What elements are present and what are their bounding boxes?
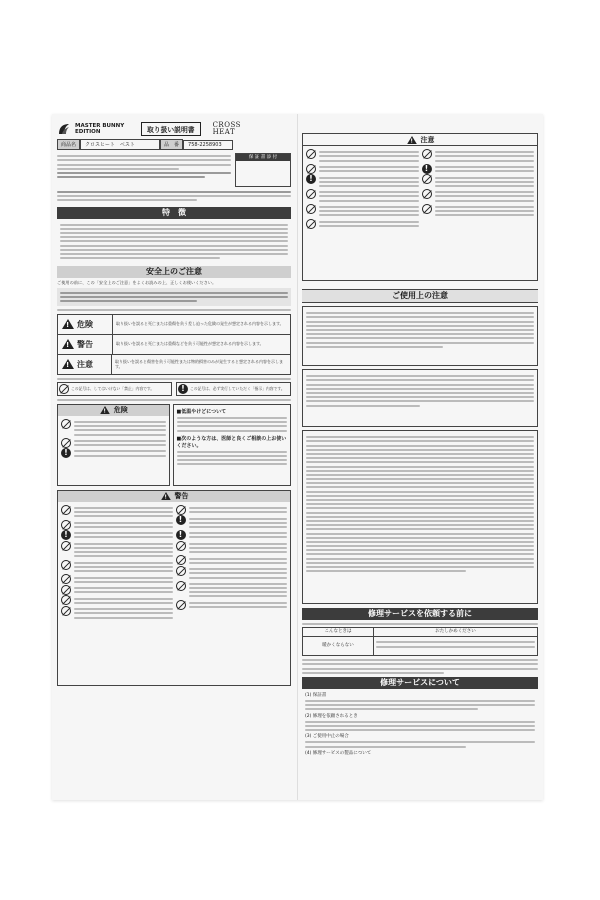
product-number: 758-2258903 (183, 140, 233, 150)
prohibit-icon (306, 219, 316, 229)
usage-box-3 (302, 430, 538, 604)
repair-table-row-label: 暖かくならない (303, 637, 374, 655)
usage-heading: ご使用上の注意 (302, 289, 538, 303)
features-heading: 特 徴 (57, 207, 291, 219)
repair-table (302, 627, 538, 656)
mandatory-legend-text: この記号は、必ず実行していただく「指示」内容です。 (190, 386, 285, 392)
left-column (57, 114, 291, 800)
repair-table-col2: おたしかめください (435, 629, 476, 635)
prohibit-icon (61, 560, 71, 570)
level-warning-text: 取り扱いを誤ると死亡または重傷などを負う可能性が想定される内容を示します。 (116, 341, 264, 347)
mandatory-icon: ! (61, 530, 71, 540)
prohibit-icon (422, 204, 432, 214)
features-list (57, 219, 291, 263)
mandatory-icon: ! (176, 515, 186, 525)
warning-heading: 警告 (174, 492, 189, 501)
level-danger-label: 危険 (77, 319, 93, 329)
warranty-box (235, 153, 291, 187)
prohibit-icon (61, 419, 71, 429)
prohibit-icon (61, 438, 71, 448)
brand-logo-text: MASTER BUNNY EDITION (75, 122, 125, 135)
prohibit-icon (61, 520, 71, 530)
level-danger (58, 315, 290, 335)
level-warning-label: 警告 (77, 339, 93, 349)
level-caution-label: 注意 (77, 359, 93, 369)
prohibit-icon (61, 505, 71, 515)
mandatory-icon: ! (61, 448, 71, 458)
mandatory-icon: ! (422, 164, 432, 174)
warning-triangle-icon: ! (161, 492, 171, 500)
prohibit-icon (306, 189, 316, 199)
product-info (57, 139, 291, 150)
repair-item-4: (4) 修理サービスの製品について (305, 750, 372, 756)
prohibit-icon (176, 555, 186, 565)
number-label: 品 番 (160, 139, 183, 150)
danger-box (57, 404, 170, 486)
caution-box (302, 133, 538, 281)
product-name: クロスヒート ベスト (80, 139, 160, 150)
prohibit-icon (61, 541, 71, 551)
prohibit-icon (176, 566, 186, 576)
prohibit-icon (59, 384, 69, 394)
warning-triangle-icon: ! (62, 319, 74, 329)
prohibit-icon (61, 606, 71, 616)
manual-title: 取り扱い説明書 (141, 122, 201, 136)
prohibit-icon (422, 149, 432, 159)
product-label: 商品名 (57, 139, 80, 150)
prohibit-icon (176, 600, 186, 610)
warning-triangle-icon: ! (62, 359, 74, 369)
consult-doctor-title: ■次のような方は、医師と良くご相談の上お使いください。 (176, 435, 287, 449)
mandatory-icon: ! (306, 174, 316, 184)
prohibit-icon (176, 541, 186, 551)
prohibit-legend-text: この記号は、してはいけない「禁止」内容です。 (71, 386, 155, 392)
mandatory-icon: ! (178, 384, 188, 394)
prohibit-icon (422, 174, 432, 184)
level-caution-text: 取り扱いを誤ると傷害を負う可能性または物的損害のみが発生すると想定される内容を示します。 (114, 358, 283, 370)
prohibit-icon (176, 505, 186, 515)
usage-box-1 (302, 306, 538, 366)
repair-service-heading: 修理サービスについて (302, 677, 538, 689)
hazard-level-table (57, 314, 291, 375)
symbol-legend (57, 382, 291, 396)
prohibit-icon (306, 204, 316, 214)
prohibit-icon (176, 581, 186, 591)
level-caution (58, 355, 290, 374)
prohibit-icon (306, 164, 316, 174)
prohibit-icon (61, 585, 71, 595)
repair-request-heading: 修理サービスを依頼する前に (302, 608, 538, 620)
instruction-sheet (52, 114, 543, 800)
burn-info-title: ■低温やけどについて (176, 408, 227, 415)
manual-header (57, 122, 291, 136)
prohibit-icon (422, 189, 432, 199)
warranty-label: 保 証 書 添 付 (236, 154, 290, 161)
cross-heat-logo: CROSS HEAT (212, 121, 241, 136)
prohibit-icon (61, 595, 71, 605)
repair-item-1: (1) 保証書 (305, 692, 327, 698)
brand-logo-icon (57, 122, 71, 136)
danger-heading: 危険 (113, 406, 128, 415)
repair-table-col1: こんなときは (303, 628, 374, 636)
mandatory-icon: ! (176, 530, 186, 540)
warning-triangle-icon: ! (407, 136, 417, 144)
caution-heading: 注意 (420, 135, 435, 144)
warning-triangle-icon: ! (100, 406, 110, 414)
prohibit-icon (306, 149, 316, 159)
safety-intro: ご使用の前に、この「安全上のご注意」をよくお読みの上、正しくお使いください。 (57, 280, 217, 286)
burn-info-box (173, 404, 292, 486)
right-column (302, 114, 538, 800)
level-danger-text: 取り扱いを誤ると死亡または重傷を負う差し迫った危険の発生が想定される内容を示します。 (116, 321, 284, 327)
repair-item-3: (3) ご使用中止の場合 (305, 734, 349, 740)
prohibit-icon (61, 574, 71, 584)
warning-triangle-icon: ! (62, 339, 74, 349)
repair-item-2: (2) 修理を依頼されるとき (305, 713, 358, 719)
usage-box-2 (302, 369, 538, 427)
level-warning (58, 335, 290, 355)
safety-heading: 安全上のご注意 (57, 266, 291, 278)
paper-fold (297, 114, 298, 800)
warning-box (57, 490, 291, 686)
repair-service-list (302, 689, 538, 758)
